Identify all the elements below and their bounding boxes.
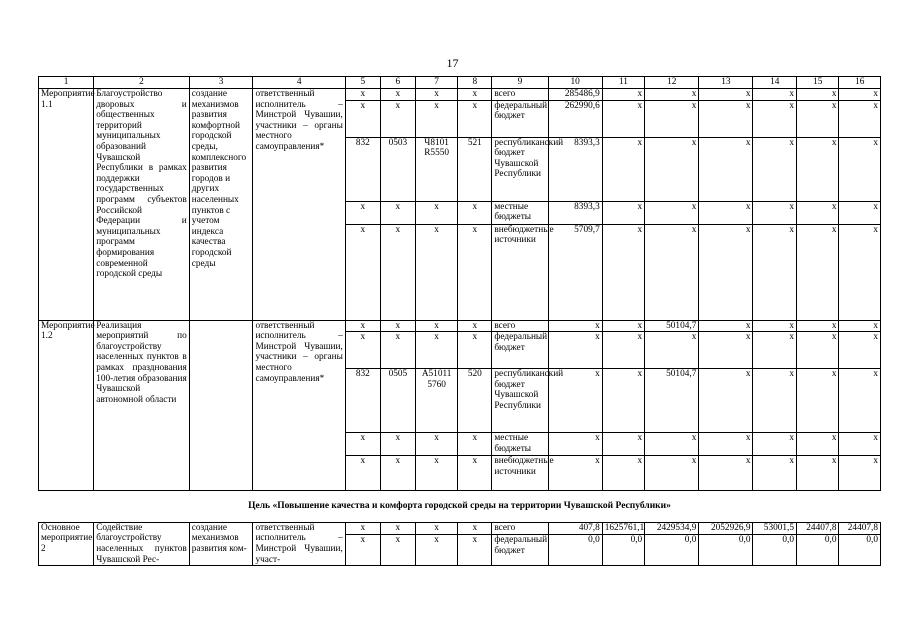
cell-c6: x	[380, 320, 415, 332]
cell-c10: x	[548, 320, 602, 332]
cell-c7: x	[415, 224, 457, 320]
cell-c14: 0,0	[753, 535, 797, 566]
cell-c9: местные бюджеты	[492, 201, 548, 224]
cell-c9: внебюджетные источники	[492, 224, 548, 320]
header-cell-15: 15	[797, 77, 839, 89]
cell-c11: x	[602, 320, 644, 332]
header-cell-16: 16	[839, 77, 881, 89]
cell-c4: ответственный исполнитель – Минстрой Чувашии, участники – органы местного самоуправления*	[253, 320, 345, 491]
cell-c9: местные бюджеты	[492, 433, 548, 456]
cell-c6: x	[380, 522, 415, 535]
cell-c5: 832	[345, 369, 380, 433]
cell-c14: x	[753, 369, 797, 433]
cell-c3: создание механизмов развития комфортной городской среды, комплексного развития городов и других населенных пунктов с учетом индекса качества городской среды	[189, 89, 253, 321]
cell-c5: x	[345, 332, 380, 369]
cell-c11: x	[602, 332, 644, 369]
cell-c11: x	[602, 89, 644, 101]
cell-c6: x	[380, 89, 415, 101]
header-cell-12: 12	[645, 77, 699, 89]
cell-c13: x	[699, 100, 753, 137]
cell-c10: 8393,3	[548, 137, 602, 201]
cell-c5: x	[345, 224, 380, 320]
cell-c15: 24407,8	[797, 522, 839, 535]
cell-c7: x	[415, 320, 457, 332]
cell-c6: x	[380, 332, 415, 369]
cell-c10: 285486,9	[548, 89, 602, 101]
cell-c1: Основное мероприятие 2	[39, 522, 94, 565]
cell-c13: x	[699, 224, 753, 320]
cell-c6: x	[380, 100, 415, 137]
cell-c16: x	[839, 332, 881, 369]
cell-c12: 2429534,9	[645, 522, 699, 535]
cell-c14: x	[753, 456, 797, 491]
cell-c2: Благоустройство дворовых и общественных территорий муниципальных образований Чувашской Республики в рамках поддержки государственных программ субъектов Российской Федерации и муниципальных программ формирования современной городской среды	[94, 89, 190, 321]
cell-c9: всего	[492, 89, 548, 101]
cell-c12: x	[645, 433, 699, 456]
cell-c5: x	[345, 201, 380, 224]
cell-c10: 407,8	[548, 522, 602, 535]
cell-c11: x	[602, 456, 644, 491]
cell-c16: x	[839, 224, 881, 320]
cell-c5: x	[345, 456, 380, 491]
cell-c11: x	[602, 224, 644, 320]
table-row	[39, 522, 881, 535]
header-cell-4: 4	[253, 77, 345, 89]
cell-c6: 0503	[380, 137, 415, 201]
cell-c16: x	[839, 320, 881, 332]
cell-c7: Ч8101 R5550	[415, 137, 457, 201]
header-cell-2: 2	[94, 77, 190, 89]
cell-c13: x	[699, 456, 753, 491]
cell-c13: 2052926,9	[699, 522, 753, 535]
cell-c7: x	[415, 332, 457, 369]
cell-c9: республиканский бюджет Чувашской Республики	[492, 369, 548, 433]
cell-c11: x	[602, 137, 644, 201]
cell-c12: x	[645, 201, 699, 224]
cell-c3	[189, 320, 253, 491]
cell-c8: x	[458, 332, 492, 369]
header-cell-3: 3	[189, 77, 253, 89]
cell-c12: 50104,7	[645, 369, 699, 433]
cell-c11: x	[602, 433, 644, 456]
cell-c8: x	[458, 89, 492, 101]
cell-c13: x	[699, 137, 753, 201]
cell-c16: x	[839, 369, 881, 433]
cell-c16: x	[839, 100, 881, 137]
cell-c7: x	[415, 100, 457, 137]
cell-c10: x	[548, 456, 602, 491]
cell-c12: 0,0	[645, 535, 699, 566]
header-cell-10: 10	[548, 77, 602, 89]
cell-c14: x	[753, 433, 797, 456]
cell-c15: x	[797, 89, 839, 101]
cell-c14: x	[753, 201, 797, 224]
cell-c14: x	[753, 320, 797, 332]
cell-c8: 520	[458, 369, 492, 433]
cell-c10: x	[548, 433, 602, 456]
cell-c9: республиканский бюджет Чувашской Республики	[492, 137, 548, 201]
cell-c14: x	[753, 89, 797, 101]
cell-c10: 8393,3	[548, 201, 602, 224]
cell-c14: x	[753, 137, 797, 201]
cell-c14: x	[753, 100, 797, 137]
table-row	[39, 89, 881, 101]
cell-c4: ответственный исполнитель – Минстрой Чувашии, участники – органы местного самоуправления*	[253, 89, 345, 321]
cell-c8: x	[458, 535, 492, 566]
cell-c9: всего	[492, 320, 548, 332]
cell-c6: x	[380, 224, 415, 320]
cell-c15: x	[797, 332, 839, 369]
cell-c12: 50104,7	[645, 320, 699, 332]
cell-c7: А51011 5760	[415, 369, 457, 433]
cell-c12: x	[645, 332, 699, 369]
cell-c13: x	[699, 369, 753, 433]
cell-c8: x	[458, 456, 492, 491]
table-body	[39, 77, 881, 566]
cell-c1: Мероприятие 1.2	[39, 320, 94, 491]
cell-c4: ответственный исполнитель – Минстрой Чувашии, участ-	[253, 522, 345, 565]
cell-c12: x	[645, 456, 699, 491]
cell-c6: x	[380, 456, 415, 491]
cell-c15: x	[797, 320, 839, 332]
cell-c10: x	[548, 369, 602, 433]
header-cell-13: 13	[699, 77, 753, 89]
cell-c8: x	[458, 224, 492, 320]
cell-c8: x	[458, 433, 492, 456]
cell-c14: 53001,5	[753, 522, 797, 535]
page-number: 17	[446, 56, 459, 70]
cell-c7: x	[415, 522, 457, 535]
cell-c8: x	[458, 201, 492, 224]
cell-c7: x	[415, 201, 457, 224]
header-cell-9: 9	[492, 77, 548, 89]
cell-c16: 24407,8	[839, 522, 881, 535]
cell-c8: x	[458, 522, 492, 535]
cell-c14: x	[753, 332, 797, 369]
cell-c13: x	[699, 89, 753, 101]
cell-c12: x	[645, 224, 699, 320]
cell-c6: x	[380, 535, 415, 566]
cell-c11: x	[602, 100, 644, 137]
cell-c6: x	[380, 201, 415, 224]
cell-c13: x	[699, 320, 753, 332]
cell-c11: x	[602, 201, 644, 224]
cell-c13: x	[699, 332, 753, 369]
cell-c15: x	[797, 201, 839, 224]
cell-c13: x	[699, 201, 753, 224]
cell-c15: x	[797, 369, 839, 433]
header-cell-6: 6	[380, 77, 415, 89]
cell-c8: 521	[458, 137, 492, 201]
cell-c5: x	[345, 535, 380, 566]
cell-c12: x	[645, 137, 699, 201]
cell-c16: x	[839, 433, 881, 456]
cell-c9: федеральный бюджет	[492, 100, 548, 137]
cell-c6: x	[380, 433, 415, 456]
cell-c6: 0505	[380, 369, 415, 433]
cell-c15: x	[797, 137, 839, 201]
cell-c16: x	[839, 456, 881, 491]
cell-c13: x	[699, 433, 753, 456]
cell-c15: x	[797, 433, 839, 456]
goal-row	[39, 491, 881, 523]
cell-c16: 0,0	[839, 535, 881, 566]
cell-c5: x	[345, 522, 380, 535]
cell-c7: x	[415, 535, 457, 566]
cell-c5: x	[345, 100, 380, 137]
cell-c11: 0,0	[602, 535, 644, 566]
header-cell-1: 1	[39, 77, 94, 89]
cell-c11: x	[602, 369, 644, 433]
header-cell-5: 5	[345, 77, 380, 89]
header-cell-11: 11	[602, 77, 644, 89]
cell-c11: 1625761,1	[602, 522, 644, 535]
cell-c16: x	[839, 137, 881, 201]
cell-c15: x	[797, 224, 839, 320]
header-cell-14: 14	[753, 77, 797, 89]
cell-c16: x	[839, 89, 881, 101]
budget-table	[38, 76, 881, 566]
cell-c5: x	[345, 320, 380, 332]
cell-c7: x	[415, 433, 457, 456]
cell-c7: x	[415, 456, 457, 491]
header-cell-7: 7	[415, 77, 457, 89]
cell-c5: x	[345, 433, 380, 456]
cell-c7: x	[415, 89, 457, 101]
cell-c9: внебюджетные источники	[492, 456, 548, 491]
cell-c8: x	[458, 100, 492, 137]
cell-c9: федеральный бюджет	[492, 535, 548, 566]
cell-c10: 262990,6	[548, 100, 602, 137]
cell-c10: 5709,7	[548, 224, 602, 320]
cell-c5: 832	[345, 137, 380, 201]
cell-c12: x	[645, 100, 699, 137]
cell-c15: x	[797, 456, 839, 491]
cell-c13: 0,0	[699, 535, 753, 566]
header-row	[39, 77, 881, 89]
goal-heading: Цель «Повышение качества и комфорта городской среды на территории Чувашской Республики»	[39, 491, 881, 523]
cell-c15: 0,0	[797, 535, 839, 566]
cell-c8: x	[458, 320, 492, 332]
header-cell-8: 8	[458, 77, 492, 89]
cell-c12: x	[645, 89, 699, 101]
cell-c9: федеральный бюджет	[492, 332, 548, 369]
table-row	[39, 320, 881, 332]
cell-c2: Реализация мероприятий по благоустройству населенных пунктов в рамках празднования 100-летия образования Чувашской автономной области	[94, 320, 190, 491]
cell-c16: x	[839, 201, 881, 224]
cell-c3: создание механизмов развития ком-	[189, 522, 253, 565]
cell-c5: x	[345, 89, 380, 101]
cell-c2: Содействие благоустройству населенных пунктов Чувашской Рес-	[94, 522, 190, 565]
cell-c14: x	[753, 224, 797, 320]
cell-c15: x	[797, 100, 839, 137]
cell-c9: всего	[492, 522, 548, 535]
cell-c1: Мероприятие 1.1	[39, 89, 94, 321]
cell-c10: x	[548, 332, 602, 369]
cell-c10: 0,0	[548, 535, 602, 566]
